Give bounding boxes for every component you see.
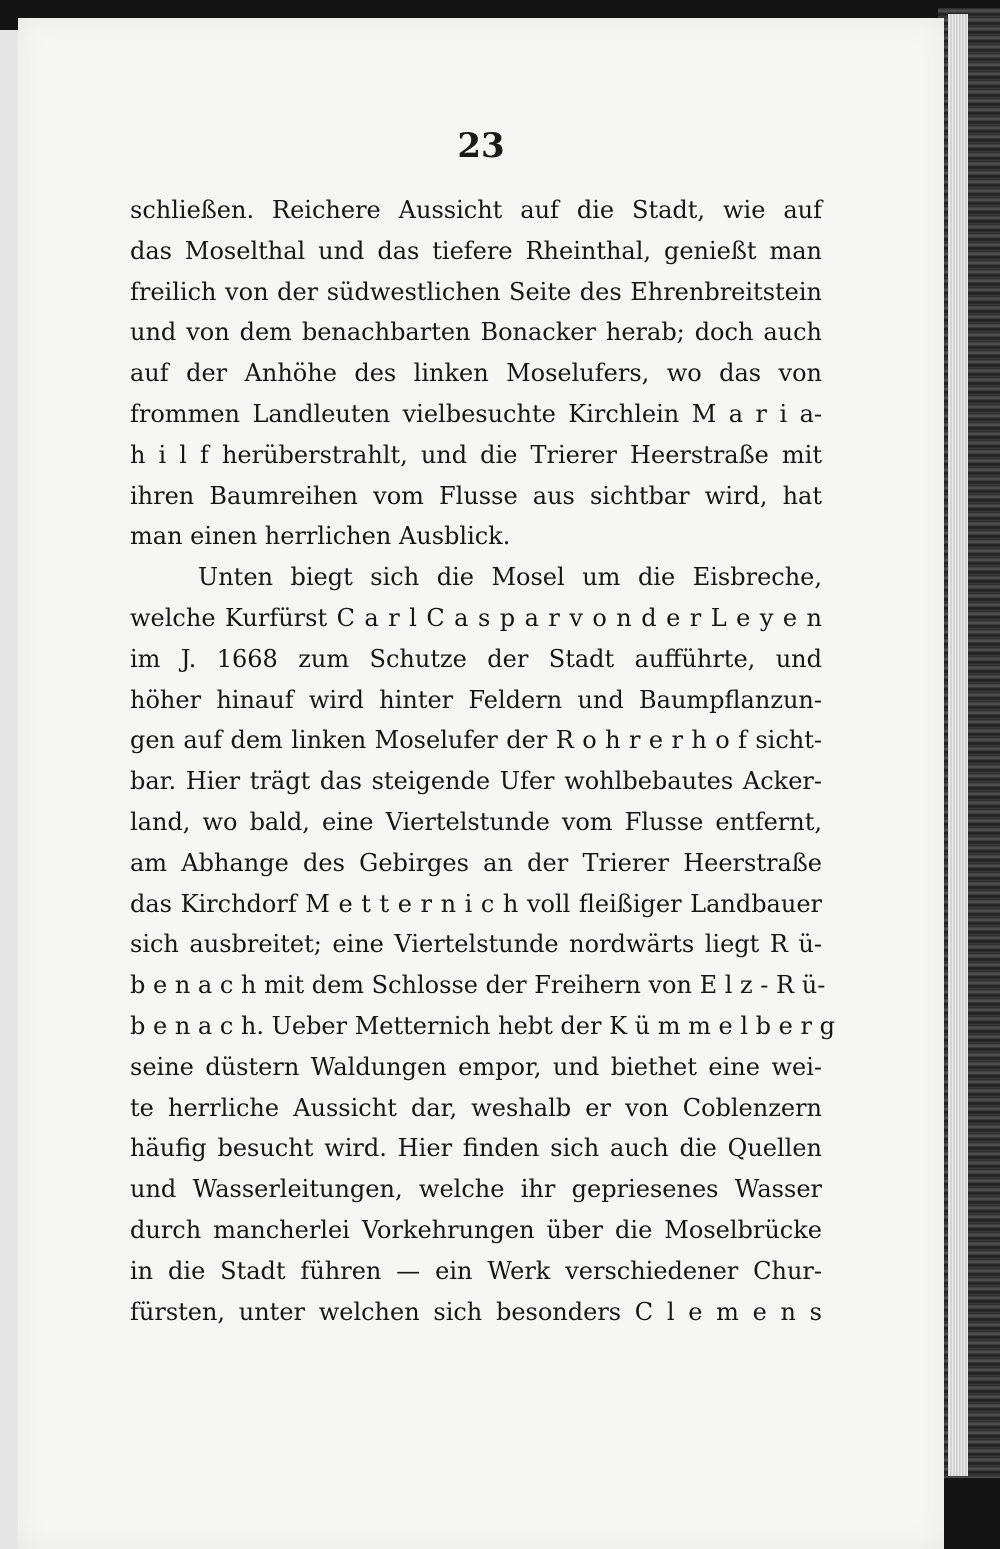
text-line: b e n a c h. Ueber Metternich hebt der K ü m m e l b e r g bbox=[130, 1011, 835, 1040]
text-line: welche Kurfürst C a r l C a s p a r v o n d e r L e y e n bbox=[130, 603, 822, 632]
body-text bbox=[130, 190, 835, 1332]
text-line: und Wasserleitungen, welche ihr gepriesenes Wasser bbox=[130, 1175, 822, 1204]
text-line: in die Stadt führen — ein Werk verschiedener Chur- bbox=[130, 1256, 822, 1285]
text-line: b e n a c h mit dem Schlosse der Freihern von E l z - R ü- bbox=[130, 971, 826, 1000]
text-line: ihren Baumreihen vom Flusse aus sichtbar wird, hat bbox=[130, 481, 822, 510]
text-line: schließen. Reichere Aussicht auf die Stadt, wie auf bbox=[130, 196, 822, 224]
text-line: seine düstern Waldungen empor, und biethet eine wei- bbox=[130, 1052, 822, 1081]
text-line: gen auf dem linken Moselufer der R o h r e r h o f sicht- bbox=[130, 726, 822, 755]
text-line: sich ausbreitet; eine Viertelstunde nordwärts liegt R ü- bbox=[130, 930, 822, 959]
text-line: häufig besucht wird. Hier finden sich auch die Quellen bbox=[130, 1134, 822, 1163]
text-line: man einen herrlichen Ausblick. bbox=[130, 522, 511, 551]
page-number: 23 bbox=[457, 126, 505, 166]
text-line: und von dem benachbarten Bonacker herab; doch auch bbox=[130, 318, 822, 347]
text-line: freilich von der südwestlichen Seite des Ehrenbreitstein bbox=[130, 277, 822, 306]
text-line: durch mancherlei Vorkehrungen über die Moselbrücke bbox=[130, 1215, 822, 1244]
text-line: im J. 1668 zum Schutze der Stadt aufführte, und bbox=[130, 644, 822, 673]
text-line: land, wo bald, eine Viertelstunde vom Flusse entfernt, bbox=[130, 807, 822, 836]
text-line: das Moselthal und das tiefere Rheinthal, genießt man bbox=[130, 236, 822, 265]
page-stack-edge bbox=[948, 14, 968, 1476]
text-line: das Kirchdorf M e t t e r n i c h voll fleißiger Landbauer bbox=[130, 889, 822, 918]
text-line: frommen Landleuten vielbesuchte Kirchlein M a r i a- bbox=[130, 399, 822, 428]
text-line: am Abhange des Gebirges an der Trierer Heerstraße bbox=[130, 848, 822, 877]
text-line: höher hinauf wird hinter Feldern und Baumpflanzun- bbox=[130, 685, 822, 714]
text-line: te herrliche Aussicht dar, weshalb er von Coblenzern bbox=[130, 1093, 822, 1122]
text-line: bar. Hier trägt das steigende Ufer wohlbebautes Acker- bbox=[130, 767, 822, 796]
text-line: fürsten, unter welchen sich besonders C l e m e n s bbox=[130, 1297, 822, 1326]
text-line: Unten biegt sich die Mosel um die Eisbreche, bbox=[198, 563, 822, 592]
text-line: h i l f herüberstrahlt, und die Trierer Heerstraße mit bbox=[130, 440, 822, 469]
text-line: auf der Anhöhe des linken Moselufers, wo das von bbox=[130, 359, 822, 388]
book-page bbox=[18, 18, 944, 1549]
